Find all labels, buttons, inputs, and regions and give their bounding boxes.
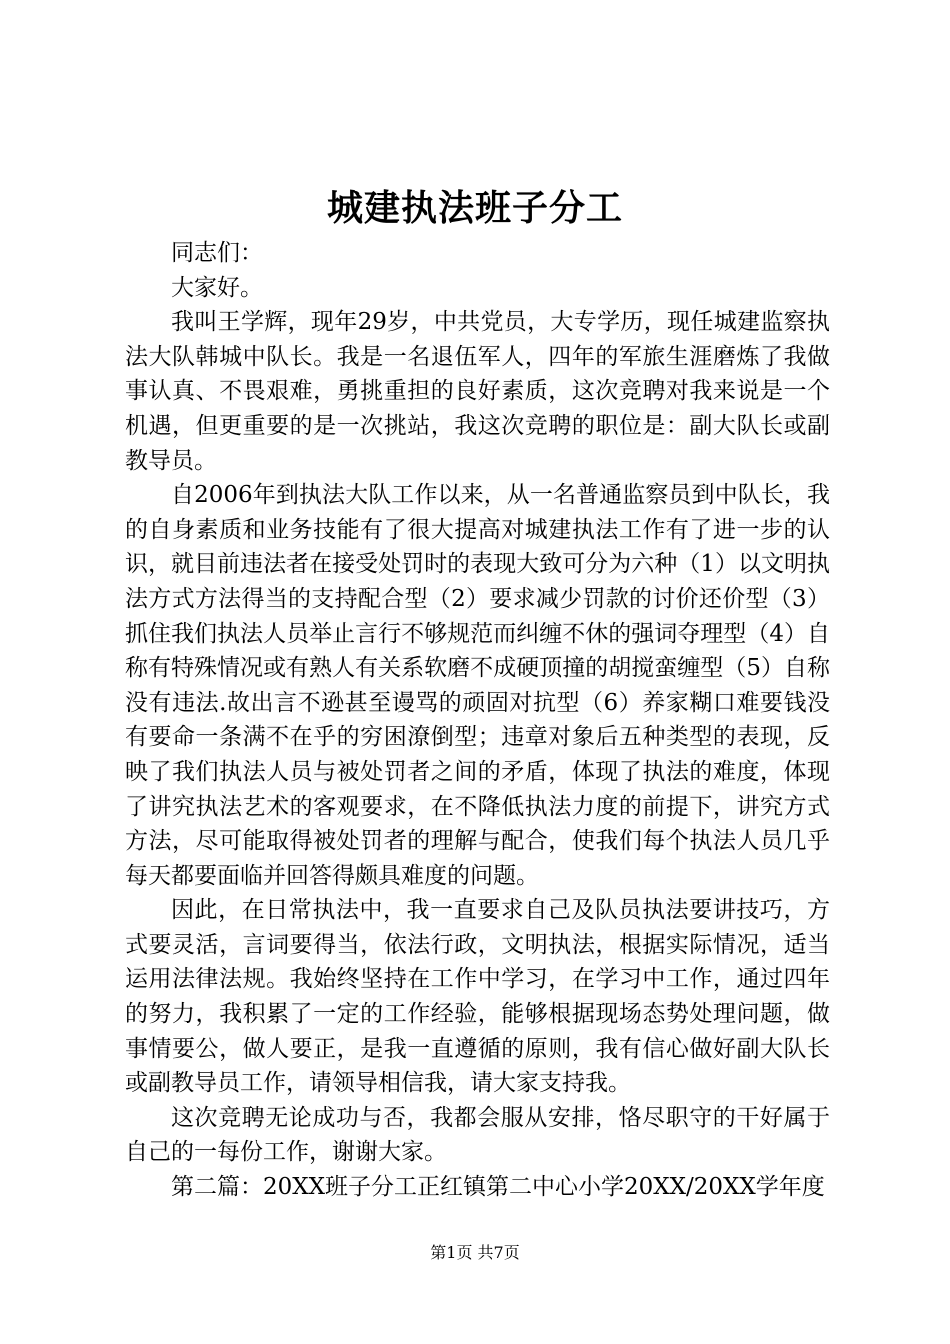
paragraph-experience: 自2006年到执法大队工作以来，从一名普通监察员到中队长，我的自身素质和业务技能有了很大提高对城建执法工作有了进一步的认识，就目前违法者在接受处罚时的表现大致可分为六种（1）以文明执法方式方法得当的支持配合型（2）要求减少罚款的讨价还价型（3）抓住我们执法人员举止言行不够规范而纠缠不休的强词夺理型（4）自称有特殊情况或有熟人有关系软磨不成硬顶撞的胡搅蛮缠型（5）自称没有违法.故出言不逊甚至谩骂的顽固对抗型（6）养家糊口难要钱没有要命一条满不在乎的穷困潦倒型；违章对象后五种类型的表现，反映了我们执法人员与被处罚者之间的矛盾，体现了执法的难度，体现了讲究执法艺术的客观要求，在不降低执法力度的前提下，讲究方式方法，尽可能取得被处罚者的理解与配合，使我们每个执法人员几乎每天都要面临并回答得颇具难度的问题。 — [125, 482, 830, 889]
page-footer: 第1页 共7页 — [430, 1243, 520, 1262]
paragraph-approach: 因此，在日常执法中，我一直要求自己及队员执法要讲技巧，方式要灵活，言词要得当，依法行政，文明执法，根据实际情况，适当运用法律法规。我始终坚持在工作中学习，在学习中工作，通过四年的努力，我积累了一定的工作经验，能够根据现场态势处理问题，做事情要公，做人要正，是我一直遵循的原则，我有信心做好副大队长或副教导员工作，请领导相信我，请大家支持我。 — [125, 897, 830, 1097]
document-body — [125, 236, 830, 1205]
document-title: 城建执法班子分工 — [326, 187, 623, 229]
paragraph-salutation: 同志们： — [171, 240, 263, 266]
paragraph-greeting: 大家好。 — [171, 274, 263, 301]
paragraph-introduction: 我叫王学辉，现年29岁，中共党员，大专学历，现任城建监察执法大队韩城中队长。我是一名退伍军人，四年的军旅生涯磨炼了我做事认真、不畏艰难，勇挑重担的良好素质，这次竞聘对我来说是一个机遇，但更重要的是一次挑站，我这次竞聘的职位是：副大队长或副教导员。 — [125, 309, 830, 474]
paragraph-closing: 这次竞聘无论成功与否，我都会服从安排，恪尽职守的干好属于自己的一每份工作，谢谢大家。 — [125, 1104, 830, 1166]
paragraph-second-article: 第二篇：20XX班子分工正红镇第二中心小学20XX/20XX学年度 — [171, 1174, 825, 1201]
